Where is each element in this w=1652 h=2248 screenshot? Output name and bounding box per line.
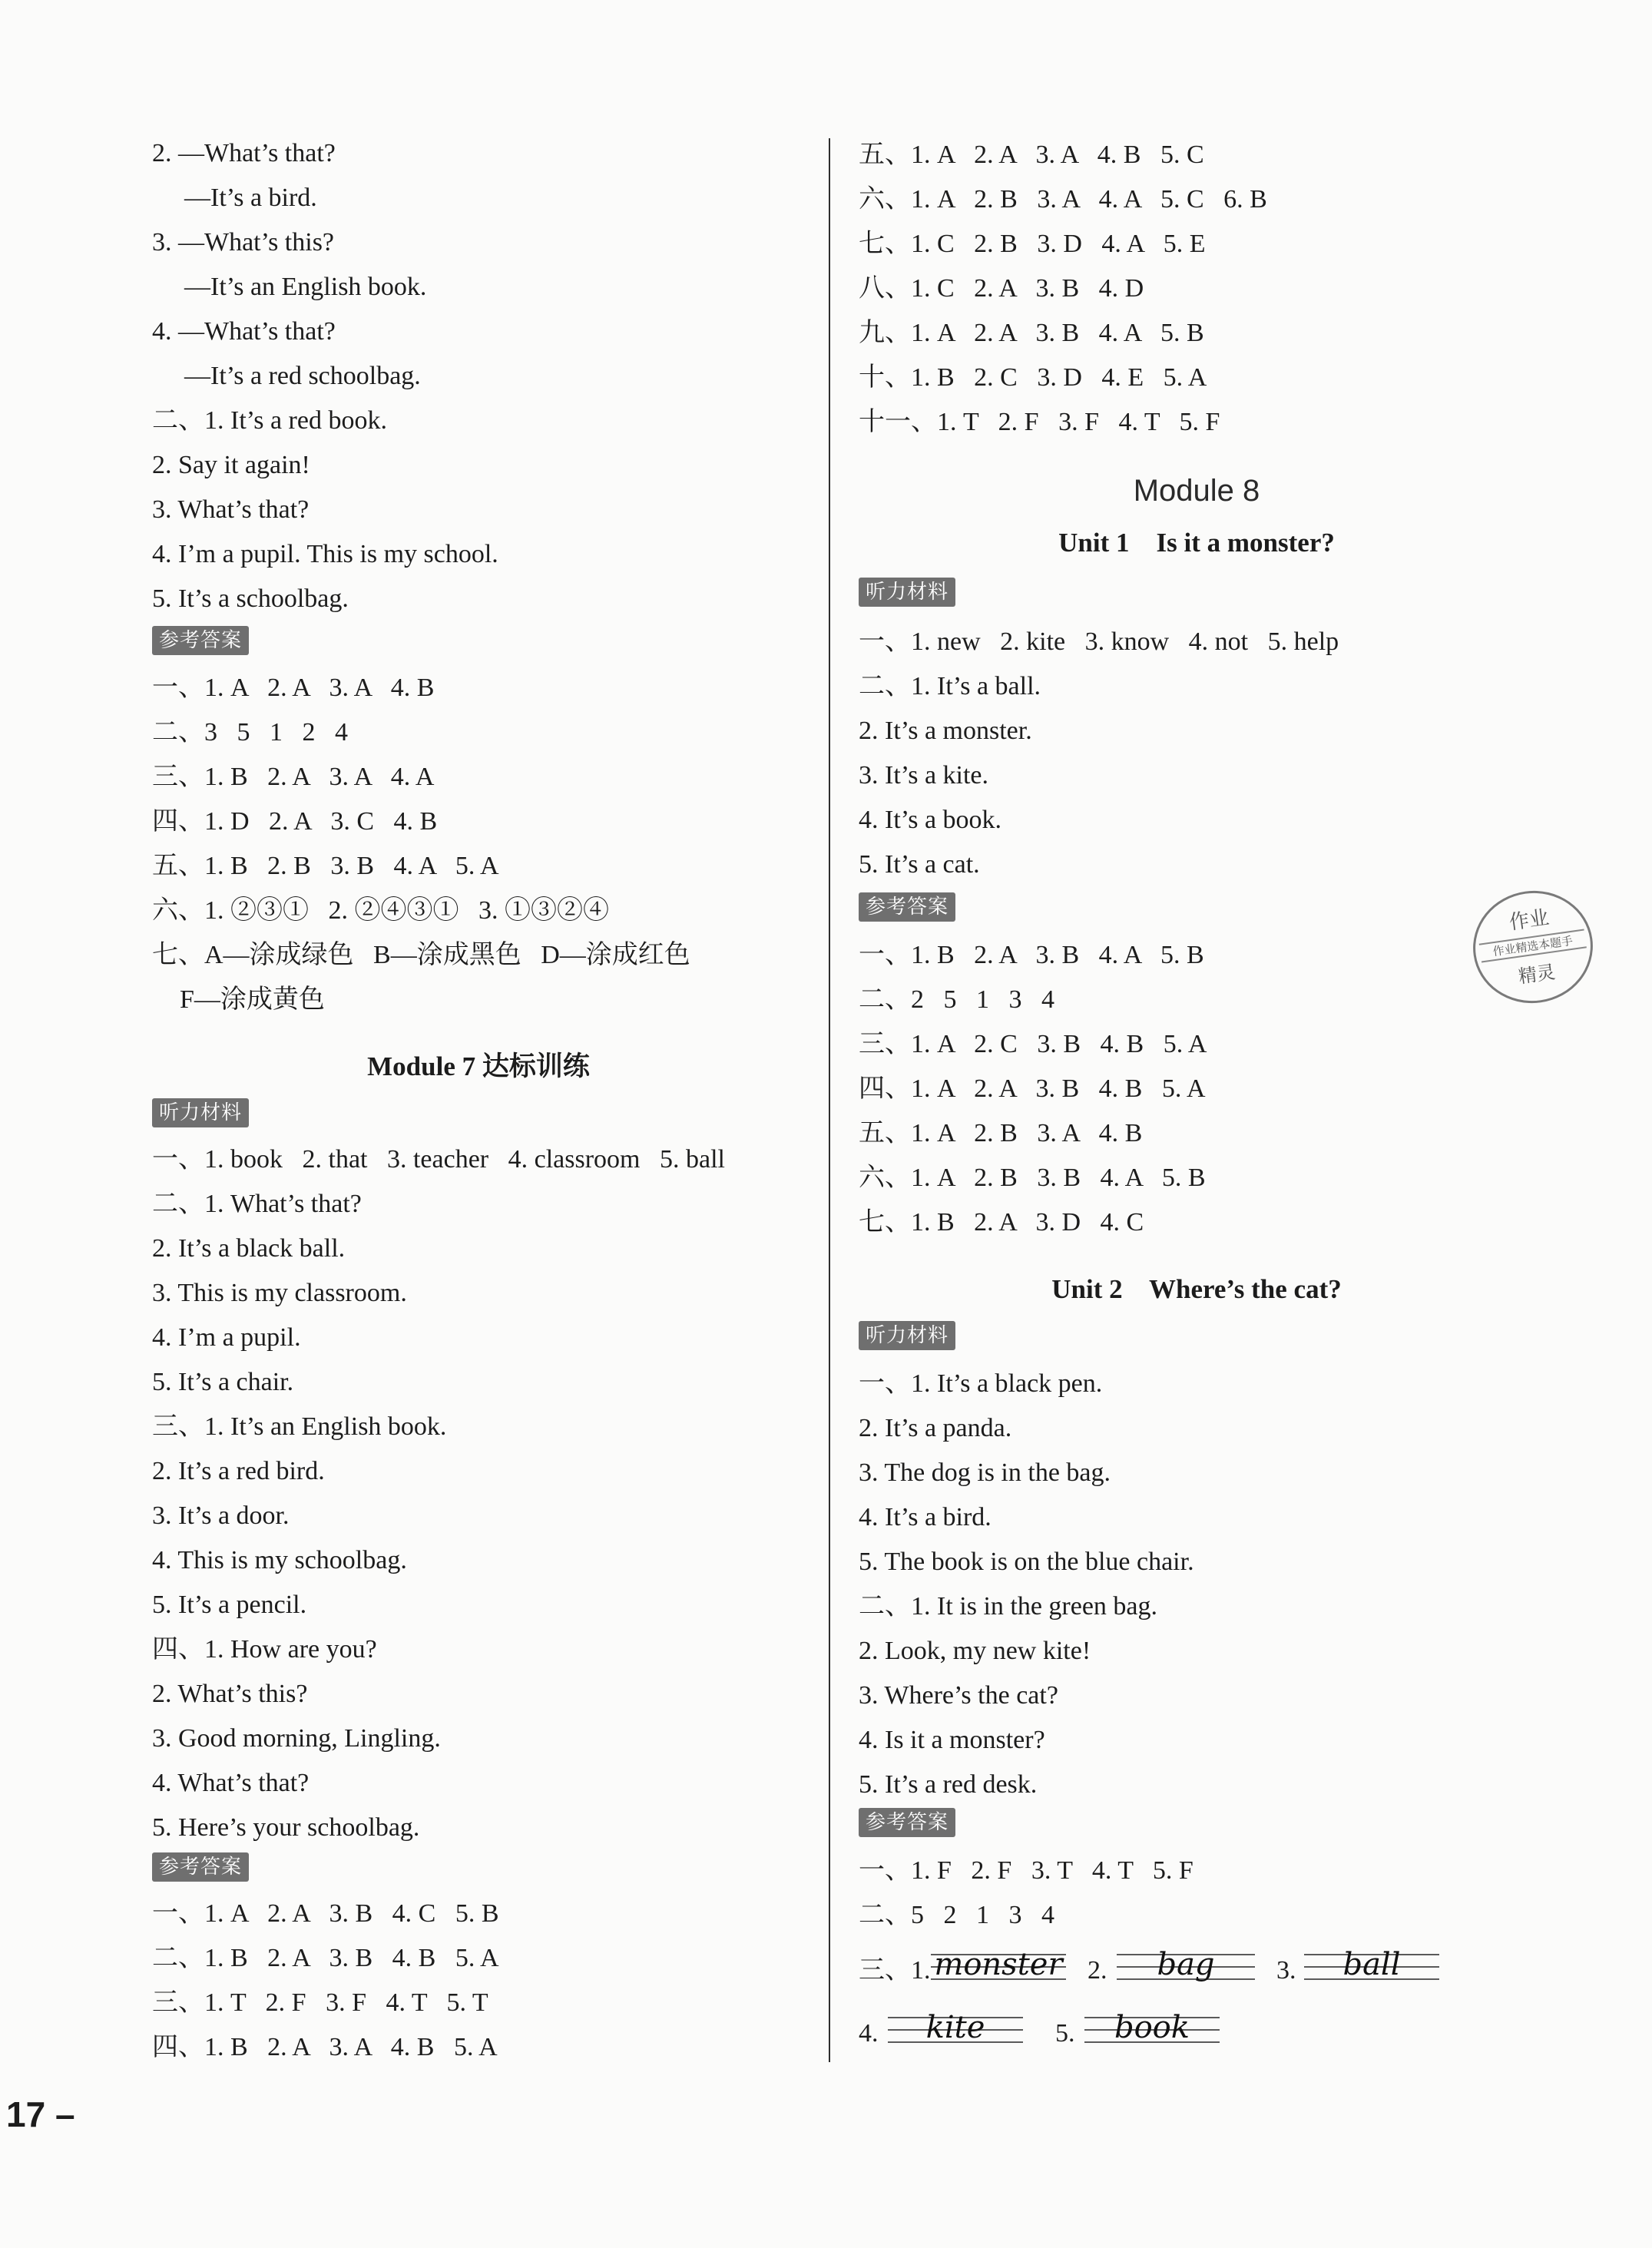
- answer-line: 四、1. D 2. A 3. C 4. B: [152, 807, 438, 836]
- listening-line: 4. I’m a pupil.: [152, 1323, 301, 1352]
- listening-line: 3. What’s that?: [152, 495, 310, 524]
- page-number: 17 –: [6, 2094, 75, 2134]
- answer-line: 五、1. A 2. B 3. A 4. B: [859, 1119, 1143, 1147]
- answer-line: 七、1. B 2. A 3. D 4. C: [859, 1208, 1144, 1237]
- listening-line: 二、1. What’s that?: [152, 1190, 362, 1218]
- listening-line: 四、1. How are you?: [152, 1635, 377, 1664]
- answer-line: 二、1. B 2. A 3. B 4. B 5. A: [152, 1944, 499, 1972]
- answer-line: 三、1. A 2. C 3. B 4. B 5. A: [859, 1030, 1207, 1058]
- listening-line: 2. It’s a red bird.: [152, 1457, 325, 1485]
- handwriting-answer: [888, 2006, 1023, 2052]
- handwriting-label: 4.: [859, 2019, 879, 2048]
- handwriting-label: 5.: [1055, 2019, 1075, 2048]
- listening-line: 4. It’s a book.: [859, 806, 1002, 834]
- listening-line: 4. What’s that?: [152, 1769, 310, 1797]
- listening-line: 4. I’m a pupil. This is my school.: [152, 540, 498, 568]
- listening-line: 5. Here’s your schoolbag.: [152, 1813, 420, 1842]
- listening-material-tag: 听力材料: [152, 1098, 249, 1127]
- handwriting-prefix: 三、1.: [859, 1956, 931, 1985]
- answer-line: 四、1. B 2. A 3. A 4. B 5. A: [152, 2033, 498, 2061]
- answer-line: 十一、1. T 2. F 3. F 4. T 5. F: [859, 408, 1220, 436]
- listening-line: 3. This is my classroom.: [152, 1279, 407, 1307]
- answer-key-tag: 参考答案: [152, 626, 249, 655]
- listening-line: 5. It’s a red desk.: [859, 1770, 1038, 1799]
- publisher-stamp: [1466, 883, 1601, 1011]
- answer-line: 一、1. A 2. A 3. B 4. C 5. B: [152, 1899, 499, 1928]
- answer-line: F—涂成黄色: [180, 985, 325, 1014]
- listening-line: 2. Look, my new kite!: [859, 1637, 1091, 1665]
- listening-material-tag: 听力材料: [859, 578, 955, 607]
- handwriting-label: 3.: [1276, 1956, 1296, 1985]
- stamp-top-text: 作业: [1508, 905, 1551, 935]
- handwritten-word: bag: [1157, 1947, 1215, 1982]
- listening-line: 3. Good morning, Lingling.: [152, 1724, 441, 1753]
- answer-line: 九、1. A 2. A 3. B 4. A 5. B: [859, 319, 1204, 347]
- dialogue-line: —It’s a bird.: [184, 184, 317, 212]
- stamp-bottom-text: 精灵: [1517, 961, 1557, 988]
- listening-line: 3. It’s a kite.: [859, 761, 989, 790]
- column-divider: [829, 138, 830, 2062]
- answer-key-tag: 参考答案: [859, 1808, 955, 1837]
- answer-line: 五、1. B 2. B 3. B 4. A 5. A: [152, 852, 499, 880]
- answer-line: 二、5 2 1 3 4: [859, 1901, 1054, 1929]
- handwritten-word: book: [1114, 2010, 1190, 2045]
- dialogue-line: 3. —What’s this?: [152, 228, 335, 257]
- answer-line: 十、1. B 2. C 3. D 4. E 5. A: [859, 363, 1207, 392]
- listening-line: 3. The dog is in the bag.: [859, 1458, 1111, 1487]
- listening-line: 2. Say it again!: [152, 451, 310, 479]
- listening-line: 2. What’s this?: [152, 1680, 308, 1708]
- handwritten-word: monster: [934, 1947, 1063, 1982]
- handwritten-word: ball: [1342, 1947, 1401, 1982]
- answer-line: 一、1. B 2. A 3. B 4. A 5. B: [859, 941, 1204, 969]
- answer-line: 六、1. A 2. B 3. B 4. A 5. B: [859, 1164, 1206, 1192]
- listening-line: 4. Is it a monster?: [859, 1726, 1045, 1754]
- listening-line: 4. This is my schoolbag.: [152, 1546, 407, 1574]
- answer-line: 一、1. A 2. A 3. A 4. B: [152, 674, 435, 702]
- answer-key-tag: 参考答案: [859, 892, 955, 922]
- dialogue-line: —It’s an English book.: [184, 273, 427, 301]
- answer-line: 四、1. A 2. A 3. B 4. B 5. A: [859, 1074, 1206, 1103]
- listening-line: 2. It’s a black ball.: [152, 1234, 346, 1263]
- listening-line: 5. The book is on the blue chair.: [859, 1548, 1194, 1576]
- listening-line: 一、1. It’s a black pen.: [859, 1369, 1103, 1398]
- handwriting-answer: [1117, 1943, 1255, 1989]
- listening-line: 3. It’s a door.: [152, 1501, 290, 1530]
- handwriting-answer: [1084, 2006, 1220, 2052]
- answer-line: 二、3 5 1 2 4: [152, 718, 348, 747]
- listening-line: 二、1. It is in the green bag.: [859, 1592, 1158, 1621]
- answer-line: 七、1. C 2. B 3. D 4. A 5. E: [859, 230, 1206, 258]
- listening-line: 5. It’s a cat.: [859, 850, 980, 879]
- section-title: Module 7 达标训练: [367, 1051, 590, 1081]
- module-title: Module 8: [1133, 474, 1260, 508]
- handwriting-label: 2.: [1088, 1956, 1107, 1985]
- answer-line: 五、1. A 2. A 3. A 4. B 5. C: [859, 141, 1204, 169]
- answer-line: 八、1. C 2. A 3. B 4. D: [859, 274, 1144, 303]
- unit-title: Unit 2 Where’s the cat?: [1051, 1274, 1342, 1304]
- answer-line: 一、1. F 2. F 3. T 4. T 5. F: [859, 1856, 1193, 1885]
- listening-line: 2. It’s a monster.: [859, 717, 1032, 745]
- dialogue-line: 4. —What’s that?: [152, 317, 336, 346]
- listening-line: 5. It’s a pencil.: [152, 1591, 307, 1619]
- handwriting-answer: [931, 1943, 1066, 1989]
- answer-line: 六、1. A 2. B 3. A 4. A 5. C 6. B: [859, 185, 1267, 214]
- listening-line: 一、1. book 2. that 3. teacher 4. classroom 5. ball: [152, 1145, 725, 1174]
- listening-line: 一、1. new 2. kite 3. know 4. not 5. help: [859, 627, 1339, 656]
- dialogue-line: —It’s a red schoolbag.: [184, 362, 421, 390]
- listening-line: 4. It’s a bird.: [859, 1503, 992, 1531]
- listening-line: 2. It’s a panda.: [859, 1414, 1012, 1442]
- handwriting-answer: [1304, 1943, 1439, 1989]
- listening-line: 三、1. It’s an English book.: [152, 1412, 447, 1441]
- unit-title: Unit 1 Is it a monster?: [1058, 528, 1335, 558]
- handwritten-word: kite: [925, 2010, 985, 2045]
- stamp-middle-text: 作业精选本题手: [1479, 929, 1587, 963]
- listening-line: 5. It’s a chair.: [152, 1368, 294, 1396]
- listening-line: 3. Where’s the cat?: [859, 1681, 1058, 1710]
- dialogue-line: 2. —What’s that?: [152, 139, 336, 167]
- answer-line: 二、2 5 1 3 4: [859, 985, 1054, 1014]
- answer-line: 六、1. ②③① 2. ②④③① 3. ①③②④: [152, 896, 609, 925]
- listening-line: 二、1. It’s a ball.: [859, 672, 1041, 700]
- answer-key-tag: 参考答案: [152, 1852, 249, 1882]
- listening-line: 二、1. It’s a red book.: [152, 406, 387, 435]
- listening-material-tag: 听力材料: [859, 1321, 955, 1350]
- listening-line: 5. It’s a schoolbag.: [152, 584, 349, 613]
- answer-line: 三、1. T 2. F 3. F 4. T 5. T: [152, 1988, 488, 2017]
- answer-line: 七、A—涂成绿色 B—涂成黑色 D—涂成红色: [152, 941, 690, 969]
- answer-line: 三、1. B 2. A 3. A 4. A: [152, 763, 435, 791]
